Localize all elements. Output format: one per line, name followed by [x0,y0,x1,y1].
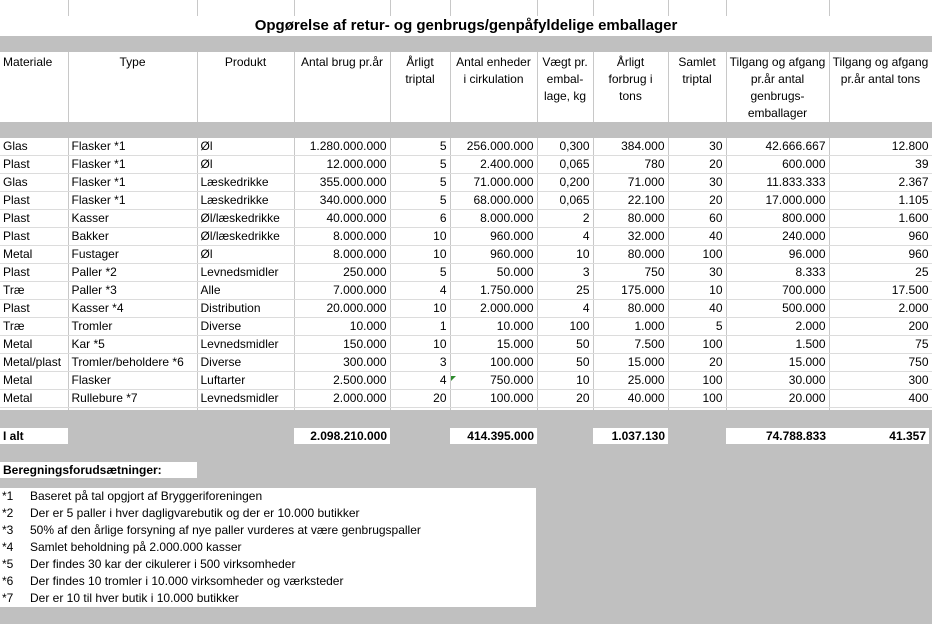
cell-forbrug-tons[interactable]: 175.000 [593,282,668,300]
cell-produkt[interactable]: Levnedsmidler [197,264,294,282]
cell-antal-brug[interactable]: 355.000.000 [294,174,390,192]
note-item[interactable] [0,522,536,539]
cell-triptal[interactable]: 5 [390,264,450,282]
report-title: Opgørelse af retur- og genbrugs/genpåfyldelige emballager [254,17,678,34]
cell-tilgang-antal[interactable]: 42.666.667 [726,138,829,156]
cell-vaegt[interactable]: 3 [537,264,593,282]
table-row [0,318,932,336]
note-key: *7 [2,591,14,605]
cell-triptal[interactable]: 3 [390,354,450,372]
cell-tilgang-tons[interactable]: 960 [829,228,932,246]
cell-antal-brug[interactable]: 1.280.000.000 [294,138,390,156]
cell-antal-brug[interactable]: 12.000.000 [294,156,390,174]
cell-forbrug-tons[interactable]: 750 [593,264,668,282]
cell-vaegt[interactable]: 4 [537,300,593,318]
cell-tilgang-antal[interactable]: 96.000 [726,246,829,264]
cell-forbrug-tons[interactable]: 32.000 [593,228,668,246]
cell-samlet-triptal[interactable]: 100 [668,372,726,390]
cell-forbrug-tons[interactable]: 15.000 [593,354,668,372]
header-materiale[interactable]: Materiale [0,52,68,122]
total-enheder[interactable]: 414.395.000 [450,428,537,444]
total-antal-brug[interactable]: 2.098.210.000 [294,428,390,444]
cell-antal-brug[interactable]: 7.000.000 [294,282,390,300]
cell-produkt[interactable]: Øl/læskedrikke [197,210,294,228]
note-item[interactable] [0,573,536,590]
cell-tilgang-antal[interactable]: 8.333 [726,264,829,282]
table-row [0,264,932,282]
cell-tilgang-tons[interactable]: 39 [829,156,932,174]
cell-type[interactable]: Flasker *1 [68,192,197,210]
cell-tilgang-tons[interactable]: 75 [829,336,932,354]
cell-forbrug-tons[interactable]: 25.000 [593,372,668,390]
cell-tilgang-tons[interactable]: 12.800 [829,138,932,156]
cell-antal-brug[interactable]: 2.500.000 [294,372,390,390]
cell-materiale[interactable]: Træ [0,318,68,336]
cell-triptal[interactable]: 10 [390,300,450,318]
cell-enheder[interactable]: 750.000 [450,372,537,390]
cell-materiale[interactable]: Metal [0,372,68,390]
cell-materiale[interactable]: Metal/plast [0,354,68,372]
table-row [0,210,932,228]
cell-triptal[interactable]: 6 [390,210,450,228]
cell-samlet-triptal[interactable]: 60 [668,210,726,228]
table-row [0,156,932,174]
cell-type[interactable]: Kar *5 [68,336,197,354]
cell-forbrug-tons[interactable]: 1.000 [593,318,668,336]
header-table [0,52,932,122]
cell-forbrug-tons[interactable]: 80.000 [593,210,668,228]
header-enheder-cirkulation[interactable]: Antal enheder i cirkulation [450,52,537,122]
total-tilgang-tons[interactable]: 41.357 [829,428,929,444]
note-key: *3 [2,523,14,537]
note-item[interactable] [0,590,536,607]
cell-forbrug-tons[interactable]: 7.500 [593,336,668,354]
note-text: Baseret på tal opgjort af Bryggeriforeningen [30,489,263,503]
cell-enheder[interactable]: 1.750.000 [450,282,537,300]
cell-materiale[interactable]: Metal [0,246,68,264]
table-row [0,354,932,372]
cell-samlet-triptal[interactable]: 100 [668,390,726,408]
cell-tilgang-tons[interactable]: 17.500 [829,282,932,300]
cell-vaegt[interactable]: 0,065 [537,156,593,174]
cell-tilgang-tons[interactable]: 200 [829,318,932,336]
cell-tilgang-tons[interactable]: 25 [829,264,932,282]
cell-tilgang-tons[interactable]: 960 [829,246,932,264]
cell-vaegt[interactable]: 20 [537,390,593,408]
table-row [0,246,932,264]
note-item[interactable] [0,539,536,556]
cell-enheder[interactable]: 50.000 [450,264,537,282]
note-key: *1 [2,489,14,503]
cell-enheder[interactable]: 68.000.000 [450,192,537,210]
cell-tilgang-antal[interactable]: 700.000 [726,282,829,300]
totals-label[interactable]: I alt [0,428,68,444]
header-produkt[interactable]: Produkt [197,52,294,122]
cell-triptal[interactable]: 5 [390,156,450,174]
header-tilgang-tons[interactable]: Tilgang og afgang pr.år antal tons [829,52,932,122]
cell-tilgang-tons[interactable]: 2.367 [829,174,932,192]
cell-tilgang-antal[interactable]: 600.000 [726,156,829,174]
cell-vaegt[interactable]: 25 [537,282,593,300]
cell-produkt[interactable]: Læskedrikke [197,192,294,210]
cell-produkt[interactable]: Levnedsmidler [197,336,294,354]
cell-type[interactable]: Bakker [68,228,197,246]
total-tilgang-antal[interactable]: 74.788.833 [726,428,829,444]
cell-antal-brug[interactable]: 2.000.000 [294,390,390,408]
cell-produkt[interactable]: Distribution [197,300,294,318]
header-antal-brug[interactable]: Antal brug pr.år [294,52,390,122]
cell-triptal[interactable]: 4 [390,282,450,300]
note-key: *2 [2,506,14,520]
note-item[interactable] [0,556,536,573]
cell-antal-brug[interactable]: 8.000.000 [294,246,390,264]
total-forbrug-tons[interactable]: 1.037.130 [593,428,668,444]
cell-triptal[interactable]: 10 [390,246,450,264]
cell-enheder[interactable]: 100.000 [450,354,537,372]
cell-type[interactable]: Kasser *4 [68,300,197,318]
cell-vaegt[interactable]: 2 [537,210,593,228]
cell-forbrug-tons[interactable]: 80.000 [593,246,668,264]
cell-antal-brug[interactable]: 150.000 [294,336,390,354]
cell-vaegt[interactable]: 100 [537,318,593,336]
cell-materiale[interactable]: Plast [0,156,68,174]
assumptions-title[interactable]: Beregningsforudsætninger: [0,462,197,478]
cell-tilgang-antal[interactable]: 20.000 [726,390,829,408]
cell-tilgang-tons[interactable]: 2.000 [829,300,932,318]
note-key: *4 [2,540,14,554]
notes-list [0,488,536,607]
cell-produkt[interactable]: Luftarter [197,372,294,390]
cell-triptal[interactable]: 5 [390,192,450,210]
cell-materiale[interactable]: Plast [0,192,68,210]
cell-type[interactable]: Paller *2 [68,264,197,282]
cell-antal-brug[interactable]: 10.000 [294,318,390,336]
cell-type[interactable]: Kasser [68,210,197,228]
cell-tilgang-antal[interactable]: 11.833.333 [726,174,829,192]
cell-tilgang-antal[interactable]: 1.500 [726,336,829,354]
cell-enheder[interactable]: 256.000.000 [450,138,537,156]
cell-type[interactable]: Paller *3 [68,282,197,300]
cell-antal-brug[interactable]: 340.000.000 [294,192,390,210]
cell-type[interactable]: Flasker [68,372,197,390]
cell-materiale[interactable]: Metal [0,390,68,408]
table-row [0,390,932,408]
note-text: Samlet beholdning på 2.000.000 kasser [30,540,242,554]
cell-materiale[interactable]: Træ [0,282,68,300]
cell-triptal[interactable]: 5 [390,138,450,156]
cell-triptal[interactable]: 4 [390,372,450,390]
cell-comment-marker [451,376,456,381]
cell-antal-brug[interactable]: 300.000 [294,354,390,372]
cell-tilgang-tons[interactable]: 300 [829,372,932,390]
cell-tilgang-tons[interactable]: 1.600 [829,210,932,228]
cell-materiale[interactable]: Plast [0,228,68,246]
cell-forbrug-tons[interactable]: 71.000 [593,174,668,192]
table-row [0,300,932,318]
table-row [0,174,932,192]
cell-vaegt[interactable]: 0,065 [537,192,593,210]
cell-enheder[interactable]: 71.000.000 [450,174,537,192]
table-row [0,372,932,390]
cell-vaegt[interactable]: 4 [537,228,593,246]
cell-enheder[interactable]: 960.000 [450,246,537,264]
cell-type[interactable]: Flasker *1 [68,174,197,192]
cell-vaegt[interactable]: 10 [537,246,593,264]
note-item[interactable] [0,505,536,522]
header-tilgang-antal[interactable]: Tilgang og afgang pr.år antal genbrugs-emballager [726,52,829,122]
cell-produkt[interactable]: Diverse [197,318,294,336]
cell-type[interactable]: Flasker *1 [68,156,197,174]
cell-materiale[interactable]: Glas [0,138,68,156]
cell-vaegt[interactable]: 50 [537,354,593,372]
top-row [0,0,932,16]
cell-materiale[interactable]: Plast [0,210,68,228]
cell-tilgang-antal[interactable]: 15.000 [726,354,829,372]
cell-enheder[interactable]: 100.000 [450,390,537,408]
spacer-row [0,122,932,138]
cell-produkt[interactable]: Øl [197,138,294,156]
cell-produkt[interactable]: Læskedrikke [197,174,294,192]
cell-samlet-triptal[interactable]: 30 [668,174,726,192]
cell-enheder[interactable]: 8.000.000 [450,210,537,228]
header-samlet-triptal[interactable]: Samlet triptal [668,52,726,122]
table-row [0,192,932,210]
cell-enheder[interactable]: 2.000.000 [450,300,537,318]
table-row [0,282,932,300]
cell-produkt[interactable]: Øl [197,246,294,264]
cell-forbrug-tons[interactable]: 384.000 [593,138,668,156]
note-text: Der er 10 til hver butik i 10.000 butikker [30,591,239,605]
cell-samlet-triptal[interactable]: 100 [668,246,726,264]
cell-vaegt[interactable]: 0,300 [537,138,593,156]
cell-samlet-triptal[interactable]: 40 [668,228,726,246]
cell-antal-brug[interactable]: 250.000 [294,264,390,282]
note-key: *5 [2,557,14,571]
cell-samlet-triptal[interactable]: 5 [668,318,726,336]
cell-triptal[interactable]: 20 [390,390,450,408]
note-key: *6 [2,574,14,588]
cell-tilgang-antal[interactable]: 500.000 [726,300,829,318]
note-text: Der findes 30 kar der cikulerer i 500 virksomheder [30,557,296,571]
cell-samlet-triptal[interactable]: 10 [668,282,726,300]
cell-tilgang-antal[interactable]: 30.000 [726,372,829,390]
cell-samlet-triptal[interactable]: 30 [668,264,726,282]
header-vaegt[interactable]: Vægt pr. embal-lage, kg [537,52,593,122]
cell-samlet-triptal[interactable]: 20 [668,192,726,210]
cell-triptal[interactable]: 5 [390,174,450,192]
cell-samlet-triptal[interactable]: 20 [668,156,726,174]
cell-enheder[interactable]: 15.000 [450,336,537,354]
table-row [0,228,932,246]
cell-triptal[interactable]: 1 [390,318,450,336]
cell-samlet-triptal[interactable]: 100 [668,336,726,354]
cell-produkt[interactable]: Alle [197,282,294,300]
cell-tilgang-antal[interactable]: 240.000 [726,228,829,246]
cell-type[interactable]: Tromler/beholdere *6 [68,354,197,372]
cell-produkt[interactable]: Øl [197,156,294,174]
cell-type[interactable]: Rullebure *7 [68,390,197,408]
cell-tilgang-antal[interactable]: 800.000 [726,210,829,228]
cell-enheder[interactable]: 960.000 [450,228,537,246]
cell-vaegt[interactable]: 0,200 [537,174,593,192]
note-item[interactable] [0,488,536,505]
table-row [0,138,932,156]
cell-vaegt[interactable]: 10 [537,372,593,390]
cell-produkt[interactable]: Levnedsmidler [197,390,294,408]
cell-materiale[interactable]: Glas [0,174,68,192]
cell-tilgang-tons[interactable]: 750 [829,354,932,372]
cell-materiale[interactable]: Plast [0,300,68,318]
spacer-row [0,36,932,52]
cell-antal-brug[interactable]: 40.000.000 [294,210,390,228]
cell-samlet-triptal[interactable]: 40 [668,300,726,318]
cell-tilgang-antal[interactable]: 17.000.000 [726,192,829,210]
cell-samlet-triptal[interactable]: 30 [668,138,726,156]
cell-type[interactable]: Fustager [68,246,197,264]
cell-materiale[interactable]: Metal [0,336,68,354]
note-text: Der findes 10 tromler i 10.000 virksomheder og værksteder [30,574,344,588]
cell-tilgang-antal[interactable]: 2.000 [726,318,829,336]
cell-type[interactable]: Tromler [68,318,197,336]
header-aarligt-forbrug[interactable]: Årligt forbrug i tons [593,52,668,122]
table-row [0,336,932,354]
note-text: 50% af den årlige forsyning af nye paller vurderes at være genbrugspaller [30,523,421,537]
cell-antal-brug[interactable]: 8.000.000 [294,228,390,246]
cell-vaegt[interactable]: 50 [537,336,593,354]
cell-forbrug-tons[interactable]: 80.000 [593,300,668,318]
data-table [0,138,932,426]
cell-type[interactable]: Flasker *1 [68,138,197,156]
cell-antal-brug[interactable]: 20.000.000 [294,300,390,318]
header-type[interactable]: Type [68,52,197,122]
cell-enheder[interactable]: 2.400.000 [450,156,537,174]
header-aarligt-triptal[interactable]: Årligt triptal [390,52,450,122]
cell-produkt[interactable]: Øl/læskedrikke [197,228,294,246]
cell-tilgang-tons[interactable]: 400 [829,390,932,408]
cell-triptal[interactable]: 10 [390,228,450,246]
cell-forbrug-tons[interactable]: 780 [593,156,668,174]
cell-materiale[interactable]: Plast [0,264,68,282]
cell-tilgang-tons[interactable]: 1.105 [829,192,932,210]
cell-triptal[interactable]: 10 [390,336,450,354]
cell-produkt[interactable]: Diverse [197,354,294,372]
cell-forbrug-tons[interactable]: 22.100 [593,192,668,210]
cell-forbrug-tons[interactable]: 40.000 [593,390,668,408]
cell-samlet-triptal[interactable]: 20 [668,354,726,372]
cell-enheder[interactable]: 10.000 [450,318,537,336]
note-text: Der er 5 paller i hver dagligvarebutik og der er 10.000 butikker [30,506,360,520]
